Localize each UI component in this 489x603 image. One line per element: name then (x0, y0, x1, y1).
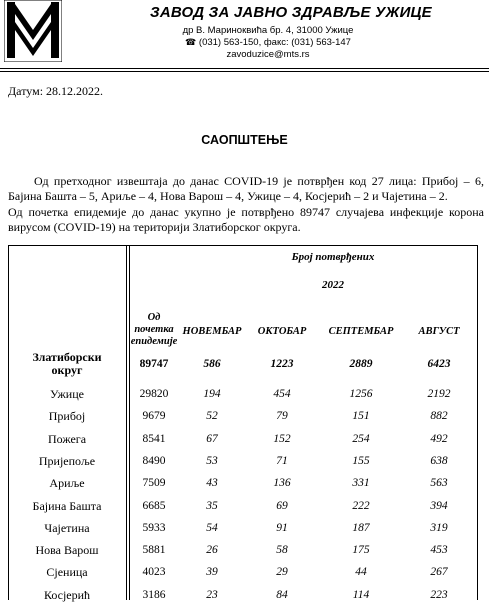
row-value: 39 (206, 566, 218, 579)
row-value: 26 (206, 544, 218, 557)
row-value: 394 (430, 499, 448, 512)
col-since-start-1: Од (147, 312, 161, 323)
phone-text: (031) 563-150, факс: (031) 563-147 (198, 37, 351, 48)
row-value: 43 (206, 477, 218, 490)
row-value: 331 (352, 477, 370, 490)
row-value: 9679 (142, 410, 166, 423)
header-divider (0, 68, 489, 69)
row-municipality-name: Нова Варош (35, 543, 99, 558)
row-value: 29820 (139, 388, 169, 400)
row-municipality-name: Косјерић (43, 587, 91, 602)
email-line: zavoduzice@mts.rs (226, 49, 310, 60)
row-value: 114 (352, 588, 370, 601)
row-value: 1256 (349, 388, 373, 400)
row-value: 267 (430, 566, 448, 579)
row-value: 71 (276, 454, 288, 467)
row-value: 79 (276, 410, 288, 423)
total-label-line-1: Златиборски (32, 350, 102, 364)
row-value: 563 (430, 477, 448, 490)
row-value: 5933 (142, 521, 166, 534)
col-november: НОВЕМБАР (182, 326, 242, 337)
cases-table (8, 245, 478, 600)
row-value: 4023 (142, 566, 166, 579)
address-line: др В. Мариноквића бр. 4, 31000 Ужице (182, 25, 354, 36)
row-value: 67 (206, 432, 218, 445)
header-divider-2 (0, 71, 489, 72)
paragraph-new-cases: Од претходног извештаја до данас COVID-19 је потврђен код 27 лица: Прибој – 6, Бајина Башта – 5, Ариље – 4, Нова Варош – 4, Ужице – 4, Косјерић – 2 и Чајетина – 2. (8, 174, 484, 203)
organization-name: ЗАВОД ЗА ЈАВНО ЗДРАВЉЕ УЖИЦЕ (150, 4, 432, 21)
year-header: 2022 (322, 279, 344, 291)
col-since-start-2: почетка (134, 324, 174, 335)
col-since-start-3: епидемије (130, 336, 178, 347)
col-august: АВГУСТ (418, 326, 460, 337)
table-border (126, 245, 127, 600)
row-value: 453 (430, 544, 448, 557)
row-value: 254 (352, 432, 370, 445)
row-value: 454 (273, 388, 291, 400)
letterhead (0, 0, 489, 68)
col-october: ОКТОБАР (257, 326, 307, 337)
row-value: 52 (206, 410, 218, 423)
total-label-line-2: округ (51, 363, 83, 377)
row-value: 155 (352, 454, 370, 467)
row-municipality-name: Сјеница (46, 565, 88, 580)
row-municipality-name: Чајетина (44, 520, 90, 535)
total-november: 586 (203, 358, 221, 370)
row-value: 54 (206, 521, 218, 534)
institute-logo-icon (4, 0, 62, 62)
row-value: 6685 (142, 499, 166, 512)
row-value: 8490 (142, 454, 166, 467)
row-value: 492 (430, 432, 448, 445)
row-municipality-name: Ужице (50, 387, 84, 401)
total-since-start: 89747 (139, 358, 169, 370)
row-value: 222 (352, 499, 370, 512)
table-border (8, 245, 478, 246)
row-value: 91 (276, 521, 288, 534)
row-value: 151 (352, 410, 370, 423)
row-value: 152 (273, 432, 291, 445)
row-value: 8541 (142, 432, 166, 445)
phone-line (158, 37, 378, 48)
col-september: СЕПТЕМБАР (328, 326, 394, 337)
row-municipality-name: Пријепоље (38, 453, 96, 468)
total-september: 2889 (349, 358, 373, 370)
row-municipality-name: Прибој (48, 409, 86, 424)
phone-icon: ☎ (185, 37, 197, 47)
total-august: 6423 (427, 358, 451, 370)
document-date: Датум: 28.12.2022. (8, 84, 104, 98)
row-municipality-name: Пожега (47, 431, 87, 446)
row-value: 69 (276, 499, 288, 512)
row-value: 44 (355, 566, 367, 579)
row-value: 53 (206, 454, 218, 467)
row-value: 136 (273, 477, 291, 490)
row-value: 187 (352, 521, 370, 534)
row-value: 638 (430, 454, 448, 467)
row-municipality-name: Бајина Башта (32, 498, 102, 513)
row-value: 882 (430, 410, 448, 423)
table-border (477, 245, 478, 600)
row-value: 58 (276, 544, 288, 557)
row-value: 194 (203, 388, 221, 400)
paragraph-total-cases: Од почетка епидемије до данас укупно је потврђено 89747 случајева инфекције корона вирусом (COVID-19) на територији Златиборског округа. (8, 205, 484, 234)
row-municipality-name: Ариље (49, 476, 85, 491)
row-value: 35 (206, 499, 218, 512)
row-value: 7509 (142, 477, 166, 490)
group-header: Број потврђених (291, 251, 375, 263)
document-title: САОПШТЕЊЕ (201, 133, 288, 147)
row-value: 3186 (142, 588, 166, 601)
row-value: 29 (276, 566, 288, 579)
row-value: 319 (430, 521, 448, 534)
total-october: 1223 (270, 358, 294, 370)
row-value: 84 (276, 588, 288, 601)
row-value: 2192 (427, 388, 451, 400)
total-row-label (8, 351, 126, 377)
row-value: 175 (352, 544, 370, 557)
row-value: 223 (430, 588, 448, 601)
row-value: 23 (206, 588, 218, 601)
row-value: 5881 (142, 544, 166, 557)
